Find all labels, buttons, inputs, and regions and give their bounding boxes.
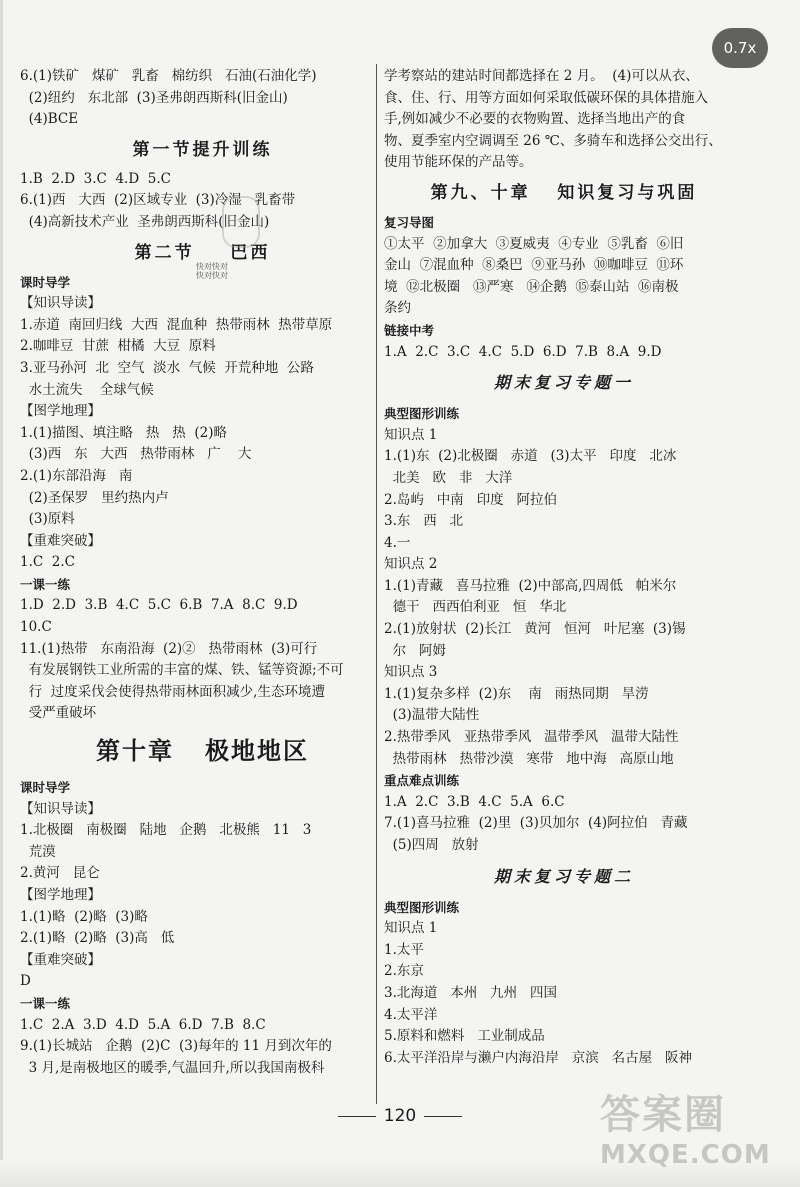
- subsection-heading: 链接中考: [384, 322, 435, 338]
- answer-line: 2.岛屿 中南 印度 阿拉伯: [384, 491, 558, 508]
- review-topic-heading: 期末复习专题一: [493, 373, 634, 393]
- section-heading: 第二节 巴西: [134, 242, 271, 263]
- answer-line: 金山 ⑦混血种 ⑧桑巴 ⑨亚马孙 ⑩咖啡豆 ⑪环: [384, 257, 684, 274]
- answer-line: 4.太平洋: [384, 1006, 438, 1023]
- stamp-line-1: 快对快对: [196, 262, 228, 271]
- answer-line: 7.(1)喜马拉雅 (2)里 (3)贝加尔 (4)阿拉伯 青藏: [384, 815, 688, 832]
- answer-line: (5)四周 放射: [384, 837, 479, 853]
- review-topic-heading: 期末复习专题二: [493, 866, 634, 886]
- answer-line: 2.黄河 昆仑: [20, 865, 100, 882]
- answer-line: 3.亚马孙河 北 空气 淡水 气候 开荒种地 公路: [20, 359, 314, 376]
- section-heading: 第九、十章 知识复习与巩固: [430, 182, 698, 203]
- answer-line: 1.C 2.C: [20, 554, 76, 571]
- site-watermark: [600, 1090, 790, 1180]
- right-column: [384, 66, 744, 1069]
- answer-line: 2.(1)略 (2)略 (3)高 低: [20, 930, 175, 947]
- answer-line: (3)温带大陆性: [384, 707, 480, 724]
- subsection-heading: 典型图形训练: [384, 899, 460, 915]
- answer-line: (2)纽约 东北部 (3)圣弗朗西斯科(旧金山): [20, 89, 288, 106]
- answer-line: 2.热带季风 亚热带季风 温带季风 温带大陆性: [384, 729, 679, 746]
- answer-line: ①太平 ②加拿大 ③夏威夷 ④专业 ⑤乳畜 ⑥旧: [384, 235, 684, 252]
- answer-line: 【重难突破】: [20, 532, 101, 549]
- section-heading: 第一节提升训练: [132, 139, 273, 160]
- answer-line: 热带雨林 热带沙漠 寒带 地中海 高原山地: [384, 750, 674, 767]
- answer-line: 2.东京: [384, 963, 424, 980]
- answer-line: 3.东 西 北: [384, 513, 464, 530]
- left-column: [20, 66, 385, 1079]
- answer-line: 2.(1)东部沿海 南: [20, 467, 133, 484]
- answer-line: 荒漠: [20, 843, 56, 860]
- answer-line: (3)西 东 大西 热带雨林 广 大: [20, 446, 252, 463]
- answer-line: 4.一: [384, 534, 411, 551]
- answer-line: 行 过度采伐会使得热带雨林面积减少,生态环境遭: [20, 683, 325, 700]
- answer-line: 1.A 2.C 3.B 4.C 5.A 6.C: [384, 793, 565, 810]
- answer-line: 1.北极圈 南极圈 陆地 企鹅 北极熊 11 3: [20, 822, 312, 839]
- answer-line: (3)原料: [20, 511, 75, 528]
- playback-speed-button[interactable]: 0.7x: [712, 28, 768, 68]
- chapter-heading: 第十章 极地地区: [95, 737, 310, 766]
- answer-line: 11.(1)热带 东南沿海 (2)② 热带雨林 (3)可行: [20, 640, 318, 657]
- answer-line: 德干 西西伯利亚 恒 华北: [384, 599, 567, 616]
- answer-line: 知识点 3: [384, 664, 438, 681]
- answer-line: 6.(1)西 大西 (2)区域专业 (3)冷湿 乳畜带: [20, 192, 296, 209]
- answer-line: 【知识导读】: [20, 295, 101, 312]
- answer-line: 1.太平: [384, 941, 424, 958]
- answer-line: 1.A 2.C 3.C 4.C 5.D 6.D 7.B 8.A 9.D: [384, 343, 662, 360]
- answer-line: 知识点 1: [384, 920, 438, 937]
- subsection-heading: 课时导学: [20, 274, 71, 290]
- answer-line: 北美 欧 非 大洋: [384, 469, 513, 486]
- answer-line: 物、夏季室内空调调至 26 ℃、多骑车和选择公交出行、: [384, 132, 722, 149]
- answer-line: 水土流失 全球气候: [20, 381, 154, 398]
- answer-line: 【重难突破】: [20, 951, 101, 968]
- subsection-heading: 复习导图: [384, 214, 435, 230]
- answer-line: 使用节能环保的产品等。: [384, 154, 533, 171]
- stamp-line-2: 快对快对: [196, 271, 228, 280]
- answer-line: 1.(1)略 (2)略 (3)略: [20, 908, 148, 925]
- answer-line: 受严重破坏: [20, 705, 97, 722]
- watermark-url: MXQE.COM: [600, 1140, 771, 1170]
- answer-line: 食、住、行、用等方面如何采取低碳环保的具体措施入: [384, 89, 708, 106]
- page-edge: [0, 0, 3, 1187]
- answer-line: 1.D 2.D 3.B 4.C 5.C 6.B 7.A 8.C 9.D: [20, 597, 298, 614]
- answer-line: 10.C: [20, 619, 52, 636]
- answer-line: 知识点 2: [384, 556, 438, 573]
- answer-line: 1.B 2.D 3.C 4.D 5.C: [20, 170, 171, 187]
- answer-line: 条约: [384, 300, 411, 317]
- answer-line: (2)圣保罗 里约热内卢: [20, 489, 169, 506]
- answer-line: D: [20, 973, 31, 990]
- answer-line: 1.(1)东 (2)北极圈 赤道 (3)太平 印度 北冰: [384, 448, 677, 465]
- answer-line: 有发展钢铁工业所需的丰富的煤、铁、锰等资源;不可: [20, 662, 344, 679]
- answer-line: 2.咖啡豆 甘蔗 柑橘 大豆 原料: [20, 338, 216, 355]
- answer-line: 9.(1)长城站 企鹅 (2)C (3)每年的 11 月到次年的: [20, 1038, 332, 1055]
- subsection-heading: 一课一练: [20, 576, 71, 592]
- answer-line: 6.太平洋沿岸与濑户内海沿岸 京滨 名古屋 阪神: [384, 1049, 693, 1066]
- answer-line: 【图学地理】: [20, 403, 101, 420]
- answer-line: 1.赤道 南回归线 大西 混血种 热带雨林 热带草原: [20, 316, 333, 333]
- answer-line: 手,例如减少不必要的衣物购置、选择当地出产的食: [384, 111, 686, 128]
- answer-line: 【图学地理】: [20, 887, 101, 903]
- answer-line: (4)BCE: [20, 111, 79, 128]
- subsection-heading: 一课一练: [20, 995, 71, 1011]
- answer-line: 1.C 2.A 3.D 4.D 5.A 6.D 7.B 8.C: [20, 1016, 266, 1033]
- answer-line: 2.(1)放射状 (2)长江 黄河 恒河 叶尼塞 (3)锡: [384, 621, 686, 638]
- answer-line: 知识点 1: [384, 426, 438, 443]
- answer-line: (4)高新技术产业 圣弗朗西斯科(旧金山): [20, 213, 270, 230]
- answer-line: 3.北海道 本州 九州 四国: [384, 984, 558, 1001]
- page-number: 120: [0, 1106, 800, 1126]
- answer-line: 尔 阿姆: [384, 642, 446, 659]
- answer-line: 境 ⑫北极圈 ⑬严寒 ⑭企鹅 ⑮泰山站 ⑯南极: [384, 278, 679, 295]
- faint-watermark-shape: [222, 196, 260, 248]
- answer-line: 1.(1)复杂多样 (2)东 南 雨热同期 旱涝: [384, 685, 649, 702]
- answer-line: 1.(1)描图、填注略 热 热 (2)略: [20, 424, 227, 441]
- subsection-heading: 重点难点训练: [384, 773, 460, 789]
- answer-line: 5.原料和燃料 工业制成品: [384, 1028, 545, 1045]
- answer-line: 3 月,是南极地区的暖季,气温回升,所以我国南极科: [20, 1059, 325, 1076]
- answer-line: 1.(1)青藏 喜马拉雅 (2)中部高,四周低 帕米尔: [384, 577, 677, 594]
- subsection-heading: 典型图形训练: [384, 406, 460, 422]
- watermark-logo-text: 答案圈: [600, 1092, 726, 1138]
- stamp-watermark: [196, 262, 228, 280]
- answer-line: 学考察站的建站时间都选择在 2 月。 (4)可以从衣、: [384, 68, 699, 84]
- column-divider: [376, 64, 377, 1104]
- subsection-heading: 课时导学: [20, 780, 71, 796]
- answer-line: 6.(1)铁矿 煤矿 乳畜 棉纺织 石油(石油化学): [20, 68, 317, 84]
- answer-line: 【知识导读】: [20, 800, 101, 817]
